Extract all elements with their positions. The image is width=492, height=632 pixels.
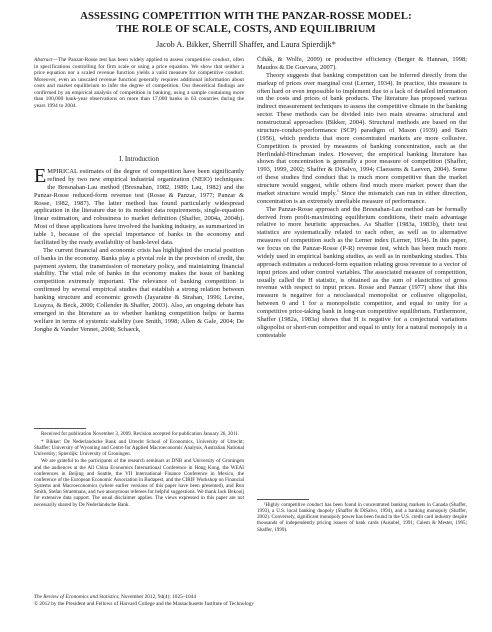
journal-issue: November 2012, 94(4): 1025–1044 xyxy=(119,594,196,600)
right-paragraph-theory xyxy=(257,72,467,206)
right-paragraph-continued: Čihák, & Wolfe, 2009) or productive efficiency (Berger & Hannan, 1998; Maudos & De Guevara, 2007). xyxy=(257,56,467,71)
paper-title-line-2: THE ROLE OF SCALE, COSTS, AND EQUILIBRIUM xyxy=(116,24,376,35)
author-list: Jacob A. Bikker, Sherrill Shaffer, and Laura Spierdijk* xyxy=(156,40,336,49)
footnote-divider-right xyxy=(257,499,309,500)
right-column-body xyxy=(257,56,467,498)
theory-text-end: Since the mismatch can run in either direction, concentration is an extremely unreliable measure of performance. xyxy=(257,189,467,205)
right-paragraph-panzar-rosse: The Panzar-Rosse approach and the Bresnahan-Lau method can be formally derived from profit-maximizing equilibrium conditions, their main advantage relative to more heuristic approaches. As Shaffer (1983a, 1983b), their test statistics are systematically related to each other, as well as to alternative measures of competition such as the Lerner index (Lerner, 1934). In this paper, we focus on the Panzar-Rosse (P-R) revenue test, which has been much more widely used in empirical banking studies, as well as in nonbanking studies. This approach estimates a reduced-form equation relating gross revenue to a vector of input prices and other control variables. The associated measure of competition, usually called the H statistic, is obtained as the sum of elasticities of gross revenue with respect to input prices. Rosse and Panzar (1977) show that this measure is negative for a neoclassical monopolist or collusive oligopolist, between 0 and 1 for a monopolistic competitor, and equal to unity for a competitive price-taking bank in long-run competitive equilibrium. Furthermore, Shaffer (1982a, 1983a) shows that H is negative for a conjectural variations oligopolist or short-run competitor and equal to unity for a natural monopoly in a contestable xyxy=(257,205,467,339)
received-note: Received for publication November 3, 2009. Revision accepted for publication January 26, 2011. xyxy=(41,431,240,437)
paper-title xyxy=(30,10,462,36)
right-footnotes xyxy=(257,502,467,533)
journal-footer xyxy=(34,594,468,607)
left-column-body xyxy=(34,168,244,428)
theory-text: Theory suggests that banking competition can be inferred directly from the markup of prices over marginal cost (Lerner, 1934). In practice, this measure is often hard or even impossible to implement due to a lack of detailed information on the costs and prices of bank products. The literature has proposed various indirect measurement techniques to assess the competitive climate in the banking sector. These methods can be divided into two main streams: structural and nonstructural approaches (Bikker, 2004). Structural methods are based on the structure-conduct-performance (SCP) paradigm of Mason (1939) and Bain (1956), which predicts that more concentrated markets are more collusive. Competition is proxied by measures of banking concentration, such as the Herfindahl-Hirschman index. However, the empirical banking literature has shown that concentration is generally a poor measure of competition (Shaffer, 1993, 1999, 2002; Shaffer & DiSalvo, 1994; Claessens & Laeven, 2004). Some of these studies find conduct that is much more competitive than the market structure would suggest, while others find much more market power than the market structure would imply. xyxy=(257,71,467,197)
footnote-marker-1: 1 xyxy=(336,187,339,193)
footnote-1: ¹Highly competitive conduct has been found in concentrated banking markets in Canada (Shaffer, 1993), a U.S. local banking duopoly (Shaffer & DiSalvo, 1994), and a banking monopoly (Shaffer, 2002). Conversely, significant monopoly power has been found in the U.S. credit card industry despite thousands of independently pricing issuers of bank cards (Ausubel, 1991; Calem & Mester, 1995; Shaffer, 1999). xyxy=(257,502,467,533)
section-heading-introduction: I. Introduction xyxy=(119,156,159,163)
drop-cap: E xyxy=(34,168,47,187)
journal-name: The Review of Economics and Statistics, xyxy=(34,594,120,600)
affiliation-note: * Bikker: De Nederlandsche Bank and Utrecht School of Economics, University of Utrecht; Shaffer: University of Wyoming and Centre for Applied Macroeconomic Analysis, Australian National University; Spierdijk: University of Groningen. xyxy=(34,438,244,457)
left-footnotes xyxy=(34,431,244,509)
intro-paragraph-2: The current financial and economic crisis has highlighted the crucial position of banks in the economy. Banks play a pivotal role in the provision of credit, the payment system, the transmission of monetary policy, and maintaining financial stability. The vital role of banks in the economy makes the issue of banking competition extremely important. The relevance of banking competition is confirmed by several empirical studies that establish a strong relation between banking structure and economic growth (Jayaratne & Strahan, 1996; Levine, Loayza, & Beck, 2000; Collender & Shaffer, 2003). Also, an ongoing debate has emerged in the literature as to whether banking competition helps or harms welfare in terms of systemic stability (see Smith, 1998; Allen & Gale, 2004; De Jonghe & Vander Vennet, 2008; Schaeck, xyxy=(34,246,244,333)
abstract-label: Abstract xyxy=(34,57,53,63)
intro-paragraph-1-text: MPIRICAL estimates of the degree of competition have been significantly refined by two new empirical industrial organization (NEIO) techniques: the Bresnahan-Lau method (Bresnahan, 1982, 1989; Lau, 1982) and the Panzar-Rosse reduced-form revenue test (Rosse & Panzar, 1977; Panzar & Rosse, 1982, 1987). The latter method has found particularly widespread application in the literature due to its modest data requirements, single-equation linear estimation, and robustness to market definition (Shaffer, 2004a, 2004b). Most of these applications have involved the banking industry, as summarized in table 1, because of the special importance of banks in the economy and facilitated by the ready availability of bank-level data. xyxy=(34,168,244,246)
abstract xyxy=(34,57,244,109)
acknowledgements-note: We are grateful to the participants of the research seminars at DNB and University of Groningen and the audiences at the All China Economics International Conference in Hong Kong, the WEAI conferences in Beijing and Seattle, the VII International Finance Conference in Mexico, the conference of the European Economic Association in Budapest, and the CIRIF Workshop on Financial Systems and Macroeconomics (where earlier versions of this paper have been presented), and Ron Smith, Stefan Straetmans, and two anonymous referees for helpful suggestions. We thank Jack Bekooij for extensive data support. The usual disclaimer applies. The views expressed in this paper are not necessarily shared by De Nederlandsche Bank. xyxy=(34,458,244,508)
footnote-divider-left xyxy=(34,428,86,429)
intro-paragraph-1 xyxy=(34,168,244,247)
abstract-text: —The Panzar-Rosse test has been widely applied to assess competitive conduct, often in specifications controlling for firm scale or using a price equation. We show that neither a price equation nor a scaled revenue function yields a valid measure for competitive conduct. Moreover, even an unscaled revenue function generally requires additional information about costs and market equilibrium to infer the degree of competition. Our theoretical findings are confirmed by an empirical analysis of competition in banking, using a sample containing more than 100,000 bank-year observations on more than 17,000 banks in 63 countries during the years 1994 to 2004. xyxy=(34,57,244,109)
copyright-line: © 2012 by the President and Fellows of Harvard College and the Massachusetts Institute of Technology xyxy=(34,600,254,607)
paper-title-line-1: ASSESSING COMPETITION WITH THE PANZAR-ROSSE MODEL: xyxy=(80,11,412,22)
